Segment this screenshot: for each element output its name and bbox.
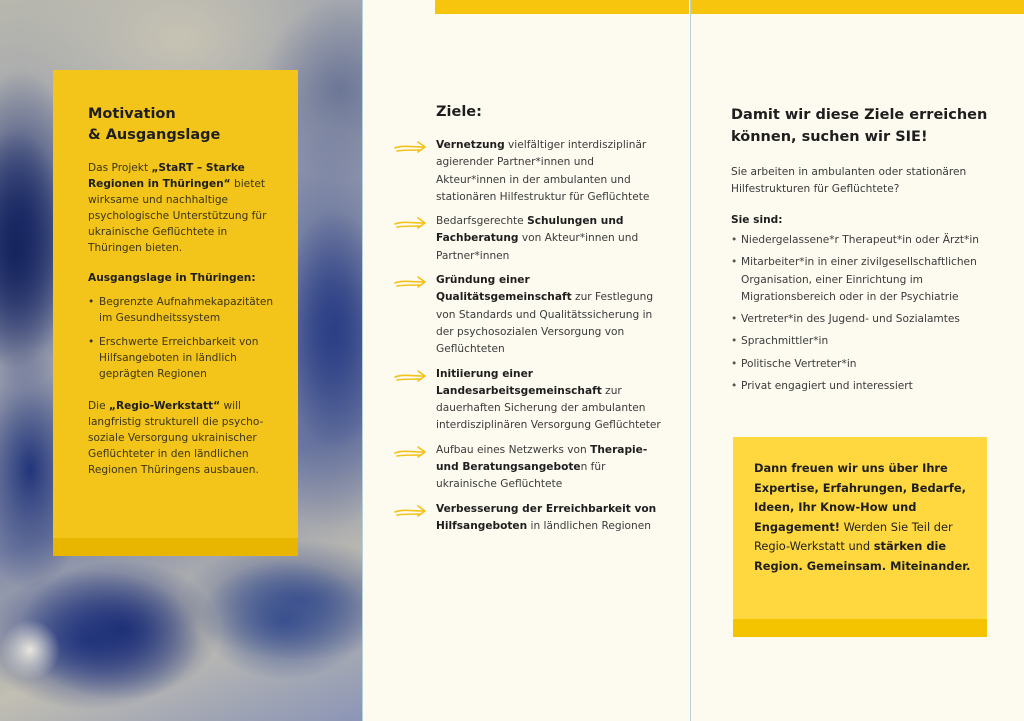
- list-item: • Politische Vertreter*in: [731, 356, 993, 373]
- ink-blot: [200, 560, 362, 680]
- box-footer-stripe: [733, 619, 987, 637]
- motivation-box: [53, 70, 298, 556]
- project-intro: Das Projekt „StaRT – Starke Regionen in Thüringen“ bietet wirksame und nachhaltige psychologische Unterstützung für ukrainische Geflüchtete in Thüringen bieten.: [88, 162, 267, 254]
- goal-item: Bedarfsgerechte Schulungen und Fachberatung von Akteur*innen und Partner*innen: [394, 213, 664, 265]
- goal-item: Initiierung einer Landesarbeitsgemeinschaft zur dauerhaften Sicherung der ambulanten interdisziplinären Versorgung Geflüchteter: [394, 366, 664, 435]
- arrow-icon: [394, 274, 428, 290]
- call-to-action-panel: [731, 104, 993, 400]
- regio-werkstatt-text: Die „Regio-Werkstatt“ will langfristig strukturell die psycho-soziale Versorgung ukrainischer Geflüchteter in den ländlichen Regionen Thüringens ausbauen.: [88, 400, 264, 476]
- paint-highlight: [0, 620, 60, 680]
- situation-list: [88, 294, 278, 382]
- fold-divider: [362, 0, 363, 721]
- roles-list: [731, 232, 993, 395]
- watercolor-background: [0, 0, 362, 721]
- arrow-icon: [394, 503, 428, 519]
- list-item: • Erschwerte Erreichbarkeit von Hilfsangeboten in ländlich geprägten Regionen: [88, 334, 278, 382]
- roles-heading: Sie sind:: [731, 214, 783, 226]
- panel3-intro: Sie arbeiten in ambulanten oder stationären Hilfestrukturen für Geflüchtete?: [731, 166, 967, 195]
- arrow-icon: [394, 444, 428, 460]
- top-accent-bar: [691, 0, 1024, 14]
- list-item: • Vertreter*in des Jugend- und Sozialamtes: [731, 311, 993, 328]
- motivation-heading: Motivation & Ausgangslage: [88, 106, 221, 143]
- list-item: • Mitarbeiter*in in einer zivilgesellschaftlichen Organisation, einer Einrichtung im Migrationsbereich oder in der Psychiatrie: [731, 254, 993, 306]
- situation-heading: Ausgangslage in Thüringen:: [88, 272, 256, 284]
- cta-text: Dann freuen wir uns über Ihre Expertise, Erfahrungen, Bedarfe, Ideen, Ihr Know-How und Engagement! Werden Sie Teil der Regio-Werkstatt und stärken die Region. Gemeinsam. Miteinander.: [754, 461, 971, 573]
- cta-box: [733, 437, 987, 637]
- list-item: • Sprachmittler*in: [731, 333, 993, 350]
- goal-item: Aufbau eines Netzwerks von Therapie- und Beratungsangeboten für ukrainische Geflüchtete: [394, 442, 664, 494]
- goal-item: Vernetzung vielfältiger interdisziplinär agierender Partner*innen und Akteur*innen in der ambulanten und stationären Hilfestruktur für Geflüchtete: [394, 137, 664, 206]
- goal-item: Gründung einer Qualitätsgemeinschaft zur Festlegung von Standards und Qualitätssicherung in der psychosozialen Versorgung von Geflüchteten: [394, 272, 664, 358]
- list-item: • Privat engagiert und interessiert: [731, 378, 993, 395]
- panel3-heading: Damit wir diese Ziele erreichen können, suchen wir SIE!: [731, 107, 988, 145]
- top-accent-bar: [435, 0, 689, 14]
- list-item: • Niedergelassene*r Therapeut*in oder Ärzt*in: [731, 232, 993, 249]
- goals-heading: Ziele:: [436, 104, 482, 120]
- arrow-icon: [394, 215, 428, 231]
- box-footer-stripe: [53, 538, 298, 556]
- arrow-icon: [394, 139, 428, 155]
- fold-divider: [690, 0, 691, 721]
- list-item: • Begrenzte Aufnahmekapazitäten im Gesundheitssystem: [88, 294, 278, 326]
- goal-item: Verbesserung der Erreichbarkeit von Hilfsangeboten in ländlichen Regionen: [394, 501, 664, 536]
- arrow-icon: [394, 368, 428, 384]
- goals-list: [394, 137, 664, 542]
